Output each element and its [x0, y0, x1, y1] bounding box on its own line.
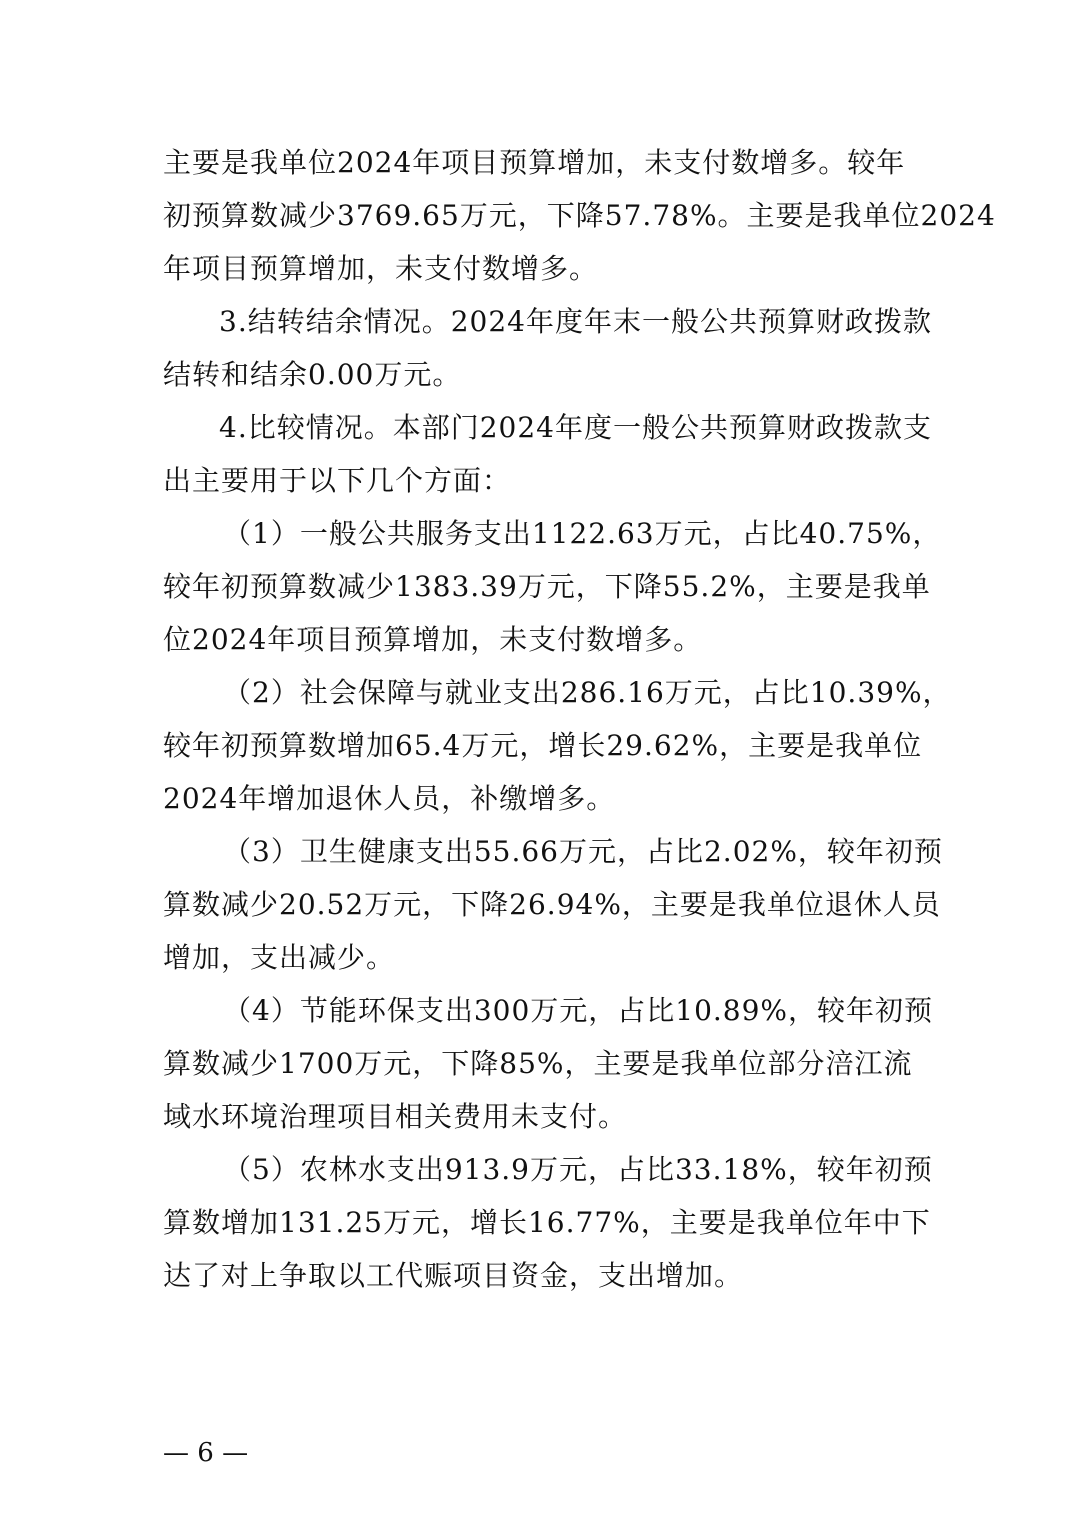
text-line: 算数减少20.52万元，下降26.94%，主要是我单位退休人员 — [163, 888, 941, 921]
text-line: 年项目预算增加，未支付数增多。 — [163, 252, 599, 285]
text-line: 增加，支出减少。 — [163, 941, 396, 974]
text-line: 2024年增加退休人员，补缴增多。 — [163, 782, 616, 815]
text-line: 算数增加131.25万元，增长16.77%，主要是我单位年中下 — [163, 1206, 931, 1239]
list-item-agriculture: （5）农林水支出913.9万元，占比33.18%，较年初预 — [223, 1153, 933, 1186]
text-line: 主要是我单位2024年项目预算增加，未支付数增多。较年 — [163, 146, 906, 179]
list-item-environmental: （4）节能环保支出300万元，占比10.89%，较年初预 — [223, 994, 934, 1027]
section-heading-comparison: 4.比较情况。本部门2024年度一般公共预算财政拨款支 — [219, 411, 932, 444]
text-line: 较年初预算数增加65.4万元，增长29.62%，主要是我单位 — [163, 729, 923, 762]
text-line: 位2024年项目预算增加，未支付数增多。 — [163, 623, 703, 656]
text-line: 初预算数减少3769.65万元，下降57.78%。主要是我单位2024 — [163, 199, 996, 232]
text-line: 较年初预算数减少1383.39万元，下降55.2%，主要是我单 — [163, 570, 931, 603]
list-item-health: （3）卫生健康支出55.66万元，占比2.02%，较年初预 — [223, 835, 943, 868]
text-line: 算数减少1700万元，下降85%，主要是我单位部分涪江流 — [163, 1047, 913, 1080]
page-number: — 6 — — [163, 1438, 249, 1468]
document-body — [163, 136, 996, 1302]
section-heading-carryover: 3.结转结余情况。2024年度年末一般公共预算财政拨款 — [219, 305, 932, 338]
text-line: 达了对上争取以工代赈项目资金，支出增加。 — [163, 1259, 744, 1292]
list-item-social-security: （2）社会保障与就业支出286.16万元，占比10.39%， — [223, 676, 952, 709]
text-line: 出主要用于以下几个方面： — [163, 464, 512, 497]
list-item-general-services: （1）一般公共服务支出1122.63万元，占比40.75%， — [223, 517, 942, 550]
text-line: 域水环境治理项目相关费用未支付。 — [163, 1100, 628, 1133]
text-line: 结转和结余0.00万元。 — [163, 358, 462, 391]
